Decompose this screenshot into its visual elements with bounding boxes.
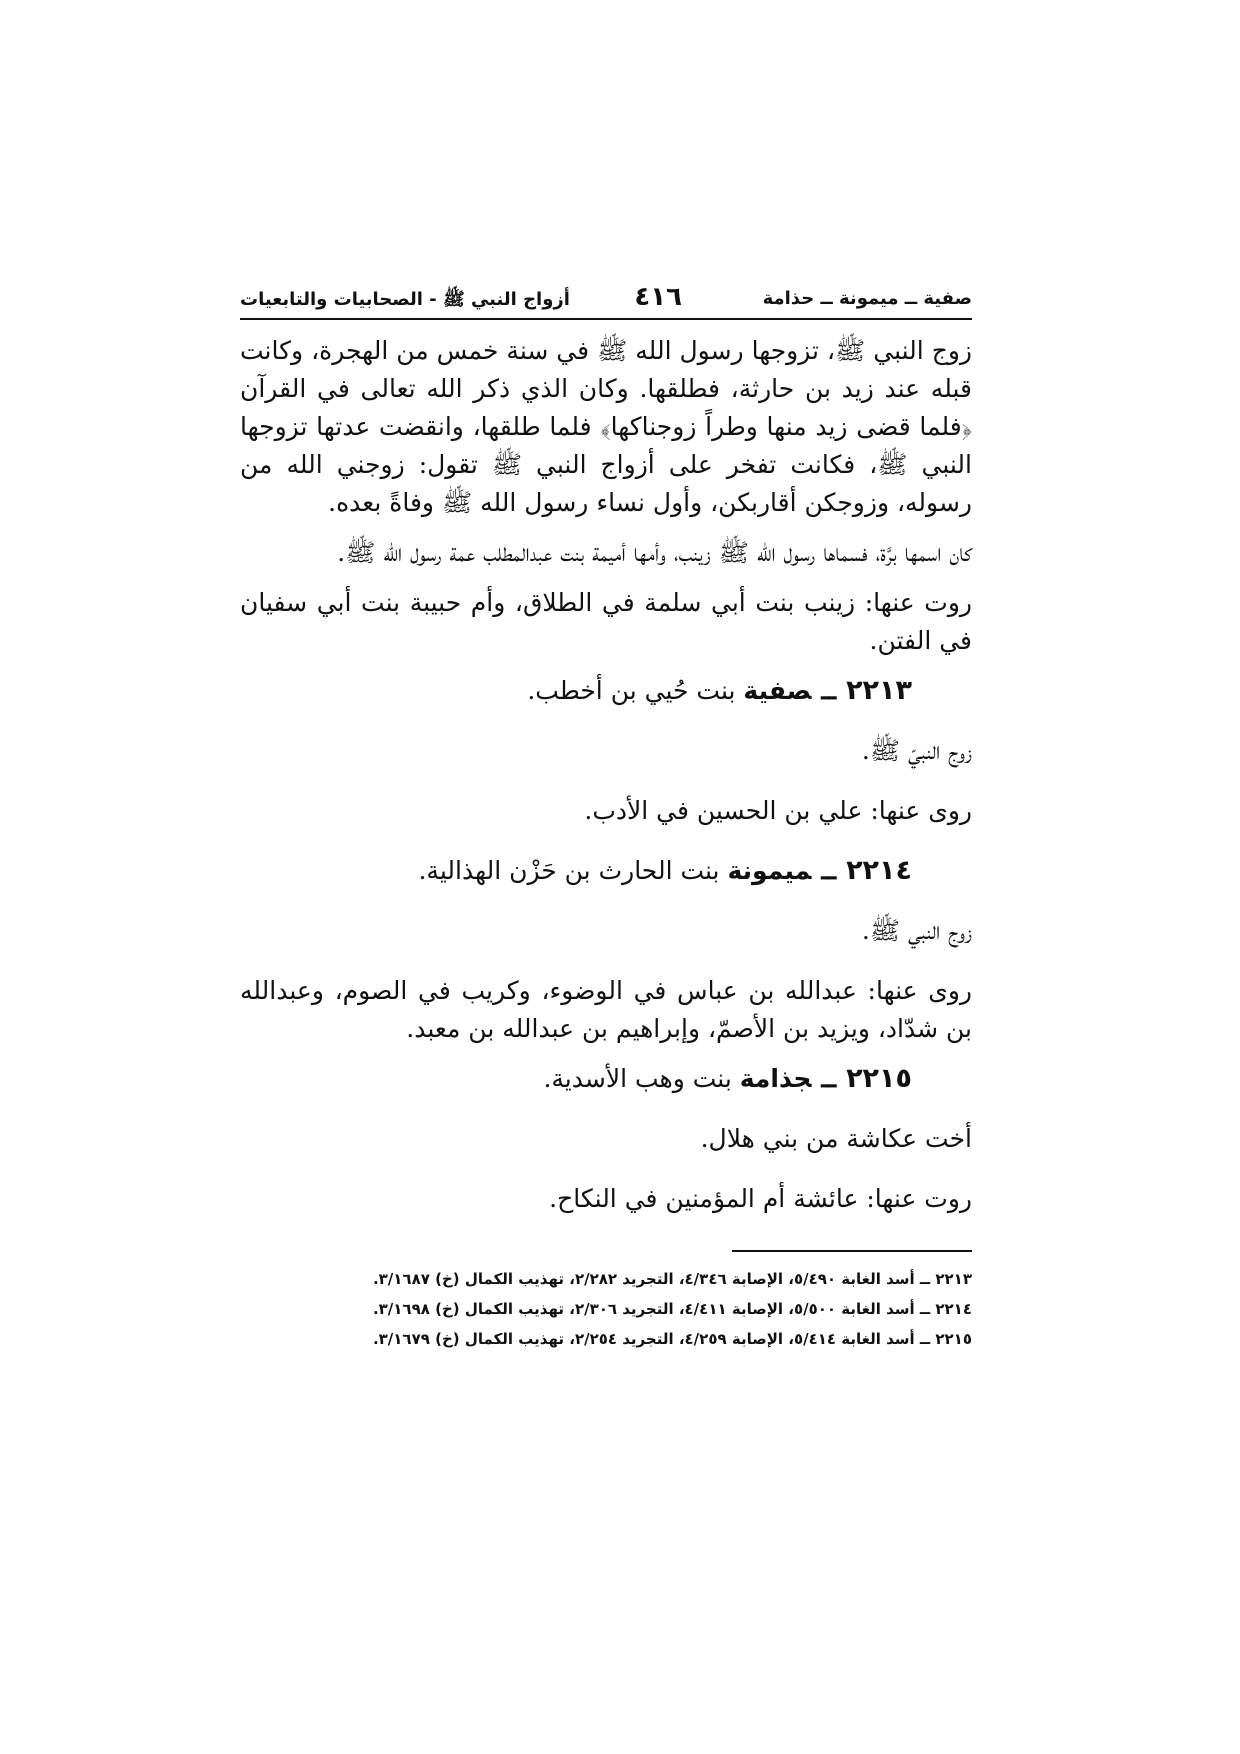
book-page [240,278,972,1354]
entry-line: زوج النبي ﷺ. [861,916,972,945]
header-left-title: أزواج النبي ﷺ - الصحابيات والتابعيات [240,289,570,310]
entry-line: روى عنها: علي بن الحسين في الأدب. [584,796,972,825]
entry-dash: ــ [821,676,837,705]
entry-dash: ــ [821,1064,837,1093]
entry-heading-2214 [240,852,972,890]
footnote-line: ٢٢١٤ ــ أسد الغابة ٥/٥٠٠، الإصابة ٤/٤١١، التجريد ٢/٣٠٦، تهذيب الكمال (خ) ٣/١٦٩٨. [372,1300,972,1318]
entry-name: صفية [743,676,812,705]
footnotes [240,1264,972,1354]
footnote-divider [732,1250,972,1252]
paragraph: زوج النبي ﷺ، تزوجها رسول الله ﷺ في سنة خمس من الهجرة، وكانت قبله عند زيد بن حارثة، فطلقها. وكان الذي ذكر الله تعالى في القرآن ﴿فلما قضى زيد منها وطراً زوجناكها﴾ فلما طلقها، وانقضت عدتها تزوجها النبي ﷺ، فكانت تفخر على أزواج النبي ﷺ تقول: زوجني الله من رسوله، وزوجكن أقاربكن، وأول نساء رسول الله ﷺ وفاةً بعده. [240,336,972,517]
running-header [240,278,972,320]
entry-heading-2213 [240,672,972,710]
entry-line: روى عنها: عبدالله بن عباس في الوضوء، وكريب في الصوم، وعبدالله بن شدّاد، ويزيد بن الأصمّ، وإبراهيم بن عبدالله بن معبد. [240,976,972,1043]
entry-name: ميمونة [727,856,812,885]
entry-name: جذامة [739,1064,812,1093]
main-text [240,332,972,1218]
paragraph: روت عنها: زينب بنت أبي سلمة في الطلاق، وأم حبيبة بنت أبي سفيان في الفتن. [240,588,972,655]
footnote-line: ٢٢١٣ ــ أسد الغابة ٥/٤٩٠، الإصابة ٤/٣٤٦، التجريد ٢/٢٨٢، تهذيب الكمال (خ) ٣/١٦٨٧. [372,1270,972,1288]
paragraph: كان اسمها برَّة، فسماها رسول الله ﷺ زينب، وأمها أميمة بنت عبدالمطلب عمة رسول الله ﷺ. [337,538,972,567]
entry-lineage: بنت الحارث بن حَزْن الهذالية. [418,856,720,885]
page-number: ٤١٦ [634,282,682,312]
header-right-title: صفية ــ ميمونة ــ حذامة [762,288,972,309]
entry-line: روت عنها: عائشة أم المؤمنين في النكاح. [549,1184,972,1213]
footnote-line: ٢٢١٥ ــ أسد الغابة ٥/٤١٤، الإصابة ٤/٢٥٩، التجريد ٢/٢٥٤، تهذيب الكمال (خ) ٣/١٦٧٩. [372,1330,972,1348]
entry-line: أخت عكاشة من بني هلال. [700,1124,972,1153]
entry-lineage: بنت وهب الأسدية. [543,1064,732,1093]
entry-number: ٢٢١٣ [846,675,912,706]
entry-lineage: بنت حُيي بن أخطب. [527,676,736,705]
entry-number: ٢٢١٥ [846,1063,912,1094]
entry-line: زوج النبيّ ﷺ. [861,736,972,765]
entry-dash: ــ [821,856,837,885]
entry-number: ٢٢١٤ [846,855,912,886]
entry-heading-2215 [240,1060,972,1098]
